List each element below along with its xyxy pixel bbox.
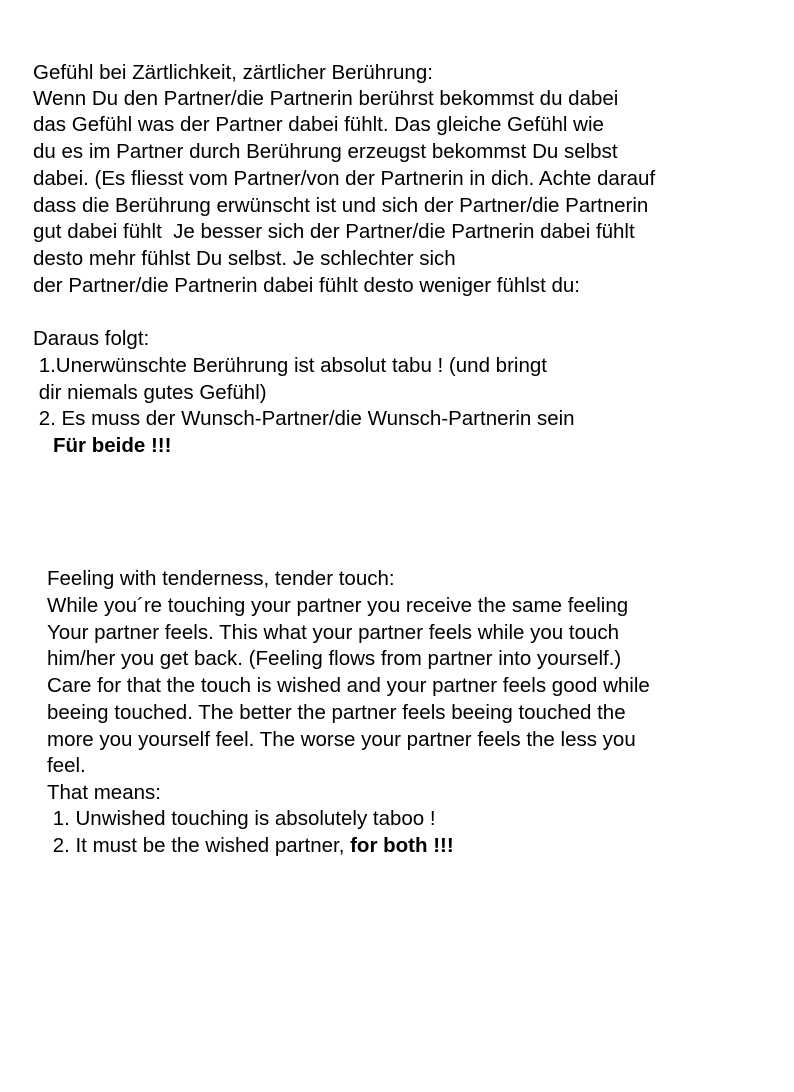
german-text-line: dass die Berührung erwünscht ist und sich der Partner/die Partnerin [33,194,649,217]
english-list-item: 1. Unwished touching is absolutely taboo ! [47,807,436,830]
german-list-item: 1.Unerwünschte Berührung ist absolut tabu ! (und bringt [33,354,547,377]
english-emphasis: for both !!! [350,834,454,857]
english-text-line: beeing touched. The better the partner feels beeing touched the [47,701,626,724]
english-subheading: That means: [47,781,161,804]
english-text-line: Care for that the touch is wished and your partner feels good while [47,674,650,697]
german-text-line: Wenn Du den Partner/die Partnerin berührst bekommst du dabei [33,87,619,110]
english-text-line: Your partner feels. This what your partner feels while you touch [47,621,620,644]
english-list-item [47,833,454,859]
german-text-line: der Partner/die Partnerin dabei fühlt desto weniger fühlst du: [33,274,580,297]
english-text-line: feel. [47,754,86,777]
english-text-line: him/her you get back. (Feeling flows from partner into yourself.) [47,647,622,670]
german-list-item: 2. Es muss der Wunsch-Partner/die Wunsch-Partnerin sein [33,407,575,430]
german-text-line: dabei. (Es fliesst vom Partner/von der Partnerin in dich. Achte darauf [33,167,656,190]
german-text-line: das Gefühl was der Partner dabei fühlt. Das gleiche Gefühl wie [33,113,604,136]
english-text-line: more you yourself feel. The worse your partner feels the less you [47,728,636,751]
german-emphasis: Für beide !!! [53,434,172,457]
english-heading: Feeling with tenderness, tender touch: [47,567,395,590]
german-list-item-continuation: dir niemals gutes Gefühl) [33,381,267,404]
english-list-item-text: 2. It must be the wished partner, [47,834,351,857]
english-text-line: While you´re touching your partner you receive the same feeling [47,594,629,617]
german-text-line: desto mehr fühlst Du selbst. Je schlechter sich [33,247,456,270]
german-text-line: gut dabei fühlt Je besser sich der Partner/die Partnerin dabei fühlt [33,220,635,243]
german-subheading: Daraus folgt: [33,327,150,350]
german-text-line: du es im Partner durch Berührung erzeugst bekommst Du selbst [33,140,618,163]
german-heading: Gefühl bei Zärtlichkeit, zärtlicher Berührung: [33,61,433,84]
